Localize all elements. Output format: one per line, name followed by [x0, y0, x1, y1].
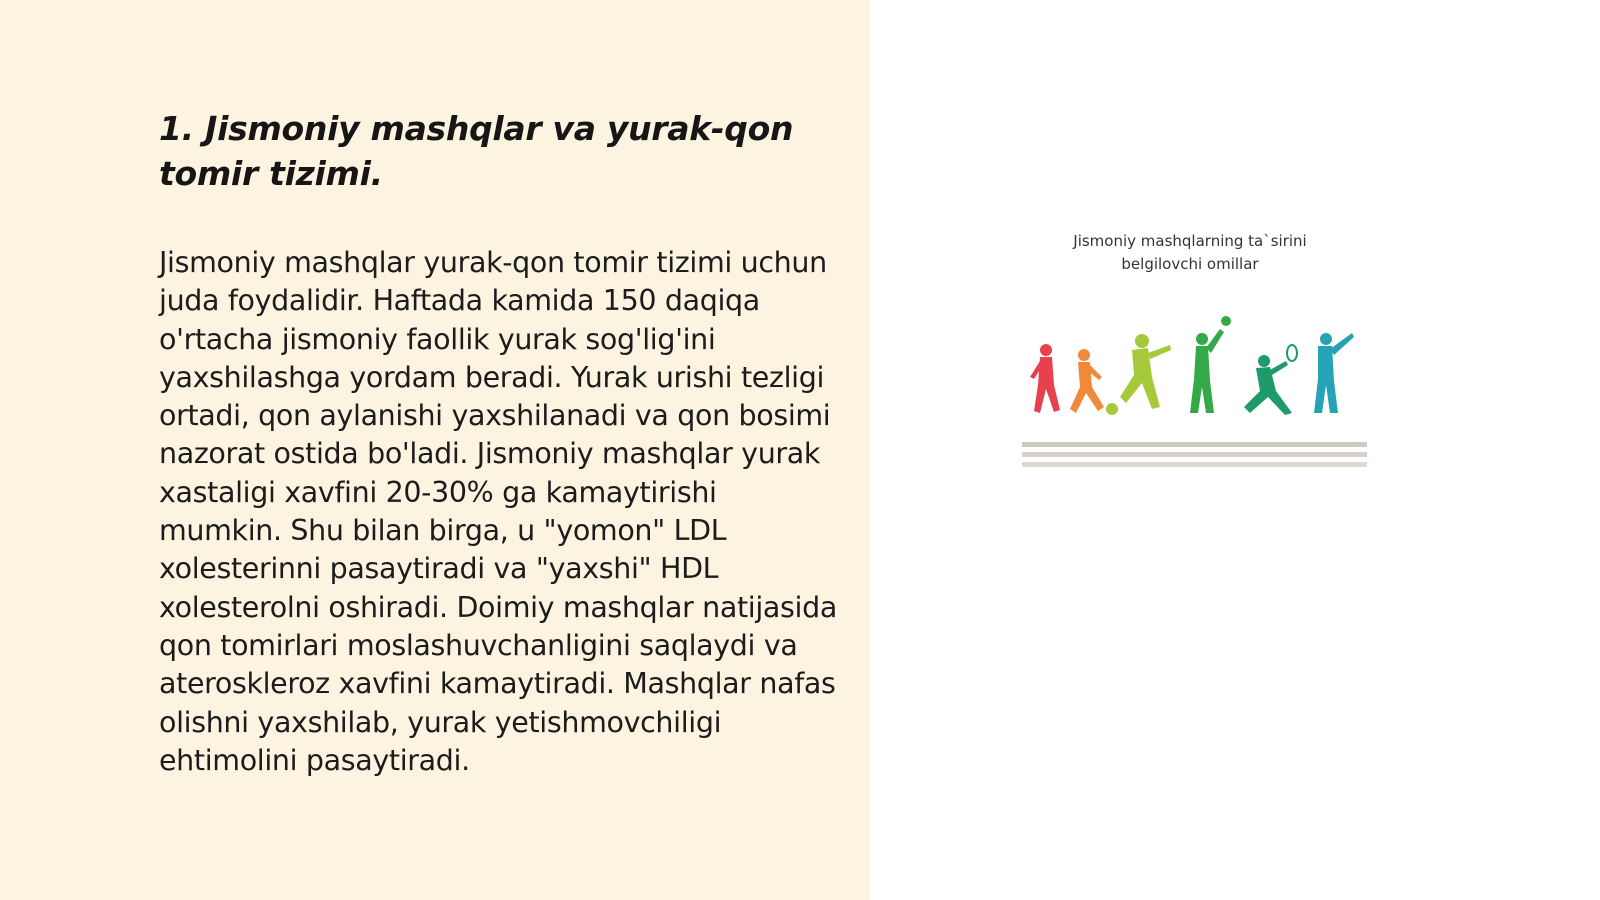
track-line-1 — [1022, 442, 1367, 447]
figure-caption — [1010, 230, 1370, 276]
athletes-silhouettes-icon — [1010, 315, 1370, 475]
football-player-icon — [1106, 334, 1171, 415]
track-line-2 — [1022, 452, 1367, 457]
figure-caption-line-1: Jismoniy mashqlarning ta`sirini — [1073, 232, 1307, 250]
tennis-player-icon — [1244, 345, 1297, 415]
slide-body: Jismoniy mashqlar yurak-qon tomir tizimi uchun juda foydalidir. Haftada kamida 150 daqiqa o'rtacha jismoniy faollik yurak sog'lig'ini yaxshilashga yordam beradi. Yurak urishi tezligi ortadi, qon aylanishi yaxshilanadi va qon bosimi nazorat ostida bo'ladi. Jismoniy mashqlar yurak xastaligi xavfini 20-30% ga kamaytirishi mumkin. Shu bilan birga, u "yomon" LDL xolesterinni pasaytiradi va "yaxshi" HDL xolesterolni oshiradi. Doimiy mashqlar natijasida qon tomirlari moslashuvchanligini saqlaydi va ateroskleroz xavfini kamaytiradi. Mashqlar nafas olishni yaxshilab, yurak yetishmovchiligi ehtimolini pasaytiradi. — [159, 246, 837, 777]
sports-illustration — [1010, 220, 1370, 490]
figure-caption-line-2: belgilovchi omillar — [1121, 255, 1259, 273]
slide-title: 1. Jismoniy mashqlar va yurak-qon tomir tizimi. — [159, 109, 794, 193]
golfer-icon — [1314, 333, 1354, 413]
track-line-3 — [1022, 462, 1367, 467]
sprinter-icon — [1070, 349, 1104, 413]
volleyball-player-icon — [1190, 316, 1231, 413]
runner-icon — [1030, 344, 1060, 413]
